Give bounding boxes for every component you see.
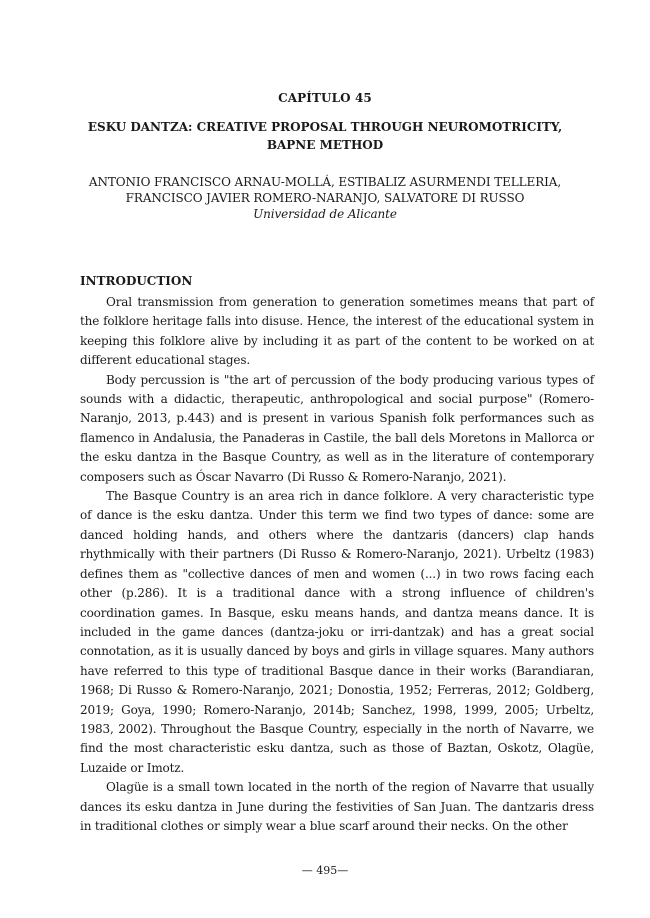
page-number: — 495—: [301, 864, 349, 877]
body-text: [80, 293, 594, 836]
chapter-title: [80, 118, 570, 154]
paragraph: Body percussion is "the art of percussion of the body producing various types of sounds with a didactic, therapeutic, anthropological and social purpose" (Romero-Naranjo, 2013, p.443) and is present in various Spanish folk performances such as flamenco in Andalusia, the Panaderas in Castile, the ball dels Moretons in Mallorca or the esku dantza in the Basque Country, as well as in the literature of contemporary composers such as Óscar Navarro (Di Russo & Romero-Naranjo, 2021).: [80, 372, 594, 484]
chapter-label: CAPÍTULO 45: [278, 91, 372, 105]
chapter-title-line-2: BAPNE METHOD: [266, 138, 384, 152]
affiliation: Universidad de Alicante: [253, 207, 397, 221]
author-block: [70, 174, 580, 222]
authors-line-1: ANTONIO FRANCISCO ARNAU-MOLLÁ, ESTIBALIZ ASURMENDI TELLERIA,: [88, 175, 562, 189]
authors-line-2: FRANCISCO JAVIER ROMERO-NARANJO, SALVATORE DI RUSSO: [125, 191, 525, 205]
paragraph: Olagüe is a small town located in the north of the region of Navarre that usually dances its esku dantza in June during the festivities of San Juan. The dantzaris dress in traditional clothes or simply wear a blue scarf around their necks. On the other: [80, 780, 594, 833]
chapter-title-line-1: ESKU DANTZA: CREATIVE PROPOSAL THROUGH NEUROMOTRICITY,: [87, 120, 563, 134]
paragraph: Oral transmission from generation to generation sometimes means that part of the folklore heritage falls into disuse. Hence, the interest of the educational system in keeping this folklore alive by including it as part of the content to be worked on at different educational stages.: [80, 295, 594, 368]
section-heading: INTRODUCTION: [80, 274, 193, 288]
paragraph: The Basque Country is an area rich in dance folklore. A very characteristic type of dance is the esku dantza. Under this term we find two types of dance: some are danced holding hands, and others where the dantzaris (dancers) clap hands rhythmically with their partners (Di Russo & Romero-Naranjo, 2021). Urbeltz (1983) defines them as "collective dances of men and women (...) in two rows facing each other (p.286). It is a traditional dance with a strong influence of children's coordination games. In Basque, esku means hands, and dantza means dance. It is included in the game dances (dantza-joku or irri-dantzak) and has a great social connotation, as it is usually danced by boys and girls in village squares. Many authors have referred to this type of traditional Basque dance in their works (Barandiaran, 1968; Di Russo & Romero-Naranjo, 2021; Donostia, 1952; Ferreras, 2012; Goldberg, 2019; Goya, 1990; Romero-Naranjo, 2014b; Sanchez, 1998, 1999, 2005; Urbeltz, 1983, 2002). Throughout the Basque Country, especially in the north of Navarre, we find the most characteristic esku dantza, such as those of Baztan, Oskotz, Olagüe, Luzaide or Imotz.: [80, 489, 594, 775]
